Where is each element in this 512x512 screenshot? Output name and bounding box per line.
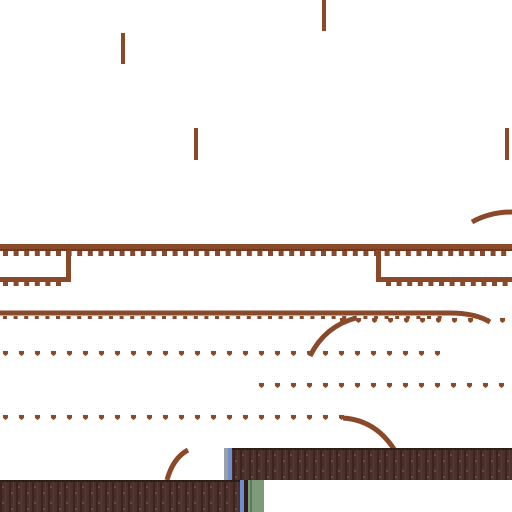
rope-dot: [307, 415, 312, 420]
rope-dot: [419, 351, 424, 356]
rope-tooth: [98, 316, 102, 319]
rope-tooth: [438, 251, 443, 256]
rope-tooth: [321, 251, 326, 256]
rope-tooth: [332, 251, 337, 256]
rope-tooth: [98, 251, 103, 256]
arc-lower-right: [343, 418, 394, 449]
rope-tooth: [204, 251, 209, 256]
rope-tooth: [460, 282, 465, 286]
rope-dot: [3, 351, 8, 356]
rope-tooth: [471, 282, 476, 286]
rope-tooth: [226, 316, 230, 319]
rope-dot: [179, 415, 184, 420]
rope-dot: [195, 351, 200, 356]
rope-dot: [211, 415, 216, 420]
rope-tooth: [67, 316, 71, 319]
rope-dot: [211, 351, 216, 356]
rope-dot: [147, 415, 152, 420]
rope-tooth: [439, 282, 444, 286]
rope-tooth: [480, 251, 485, 256]
rope-dot: [291, 351, 296, 356]
rope-dot: [371, 383, 376, 388]
rope-dot: [227, 415, 232, 420]
rope-tooth: [342, 251, 347, 256]
rope-dot: [371, 351, 376, 356]
rope-dot: [67, 351, 72, 356]
rope-tooth: [501, 251, 506, 256]
rope-dot: [483, 383, 488, 388]
rope-tooth: [268, 251, 273, 256]
rope-tooth: [162, 251, 167, 256]
rope-tooth: [35, 316, 39, 319]
rope-tooth: [268, 316, 272, 319]
rope-dot: [243, 351, 248, 356]
rope-dot: [3, 415, 8, 420]
rope-tooth: [120, 251, 125, 256]
rope-dot: [419, 383, 424, 388]
rope-tooth: [109, 316, 113, 319]
rope-dot: [163, 351, 168, 356]
rope-dot: [275, 383, 280, 388]
rope-dot: [19, 351, 24, 356]
rope-dot: [83, 415, 88, 420]
rope-dot: [420, 318, 425, 323]
rope-tooth: [204, 316, 208, 319]
rope-tooth: [88, 316, 92, 319]
dotted-row-1: [3, 351, 440, 356]
rope-tooth: [395, 316, 399, 319]
rope-dot: [451, 383, 456, 388]
rope-tooth: [194, 251, 199, 256]
rope-tooth: [45, 251, 50, 256]
rope-tooth: [481, 282, 486, 286]
rope-tooth: [310, 251, 315, 256]
rope-tooth: [310, 316, 314, 319]
rope-tooth: [162, 316, 166, 319]
rope-tooth: [416, 251, 421, 256]
rope-tooth: [450, 282, 455, 286]
rope-tooth: [35, 251, 40, 256]
rope-tooth: [3, 251, 8, 256]
rope-tooth: [56, 251, 61, 256]
rope-dot: [67, 415, 72, 420]
rope-tooth: [24, 316, 28, 319]
rope-tooth: [56, 282, 61, 286]
rope-tooth: [385, 251, 390, 256]
rope-tooth: [386, 282, 391, 286]
dotted-row-3: [3, 415, 344, 420]
rope-tooth: [363, 316, 367, 319]
rope-tooth: [448, 251, 453, 256]
rope-dot: [227, 351, 232, 356]
rope-dot: [388, 318, 393, 323]
rope-tooth: [459, 251, 464, 256]
rope-tooth: [14, 282, 19, 286]
rope-tooth: [24, 282, 29, 286]
rope-tooth: [289, 316, 293, 319]
rope-dot: [243, 415, 248, 420]
rope-dot: [436, 318, 441, 323]
rope-dot: [387, 351, 392, 356]
arc-top-right: [472, 212, 512, 222]
rope-tooth: [151, 251, 156, 256]
rope-dot: [372, 318, 377, 323]
rope-dot: [435, 383, 440, 388]
rope-tooth: [321, 316, 325, 319]
rope-dot: [195, 415, 200, 420]
rope-tooth: [226, 251, 231, 256]
rope-tooth: [428, 282, 433, 286]
rope-tooth: [353, 251, 358, 256]
rope-dot: [307, 383, 312, 388]
rope-tooth: [247, 251, 252, 256]
dotted-row-2: [259, 383, 504, 388]
rope-dot: [323, 415, 328, 420]
rope-tooth: [427, 316, 431, 319]
rope-dot: [467, 383, 472, 388]
rope-dot: [131, 351, 136, 356]
rope-dot: [339, 383, 344, 388]
rope-tooth: [14, 251, 19, 256]
rope-tooth: [141, 251, 146, 256]
rope-tooth: [45, 316, 49, 319]
rope-tooth: [300, 316, 304, 319]
rope-dot: [147, 351, 152, 356]
rope-dot: [259, 415, 264, 420]
dirt-block-left: [0, 480, 264, 512]
rope-dot: [339, 351, 344, 356]
rope-tooth: [257, 316, 261, 319]
rope-tooth: [395, 251, 400, 256]
rope-dot: [403, 383, 408, 388]
rope-tooth: [56, 316, 60, 319]
rope-dot: [452, 318, 457, 323]
rope-tooth: [151, 316, 155, 319]
rope-tooth: [215, 251, 220, 256]
rope-tooth: [35, 282, 40, 286]
rope-dot: [499, 383, 504, 388]
rope-dot: [435, 351, 440, 356]
rope-dot: [259, 351, 264, 356]
rope-dot: [99, 415, 104, 420]
rope-dot: [275, 415, 280, 420]
rope-dot: [35, 415, 40, 420]
rope-dot: [35, 351, 40, 356]
rope-dot: [404, 318, 409, 323]
rope-dot: [323, 383, 328, 388]
rope-dot: [99, 351, 104, 356]
rope-tooth: [130, 316, 134, 319]
rope-tooth: [491, 251, 496, 256]
rope-tooth: [24, 251, 29, 256]
rope-tooth: [289, 251, 294, 256]
rope-dot: [131, 415, 136, 420]
rope-tooth: [418, 282, 423, 286]
rope-dot: [115, 415, 120, 420]
rope-tooth: [503, 282, 508, 286]
arc-middle-left: [310, 318, 356, 356]
rope-tooth: [427, 251, 432, 256]
rope-tooth: [406, 251, 411, 256]
rope-tooth: [109, 251, 114, 256]
dirt-block-right: [224, 448, 512, 480]
rope-tooth: [469, 251, 474, 256]
rope-tooth: [407, 282, 412, 286]
rope-tooth: [397, 282, 402, 286]
rope-dot: [356, 318, 361, 323]
rope-tooth: [416, 316, 420, 319]
rope-tooth: [173, 251, 178, 256]
rope-tooth: [492, 282, 497, 286]
rope-dot: [291, 383, 296, 388]
rope-tooth: [45, 282, 50, 286]
rope-dot: [51, 351, 56, 356]
rope-tooth: [215, 316, 219, 319]
rope-dot: [83, 351, 88, 356]
rope-tooth: [247, 316, 251, 319]
rope-dot: [500, 318, 505, 323]
rope-tooth: [14, 316, 18, 319]
rope-tooth: [332, 316, 336, 319]
rope-tooth: [363, 251, 368, 256]
rope-dot: [115, 351, 120, 356]
rope-tooth: [77, 316, 81, 319]
rope-tooth: [130, 251, 135, 256]
rope-tooth: [300, 251, 305, 256]
rope-dot: [259, 383, 264, 388]
rope-dot: [291, 415, 296, 420]
rope-tooth: [194, 316, 198, 319]
rope-dot: [275, 351, 280, 356]
rope-dot: [355, 383, 360, 388]
rope-tooth: [183, 316, 187, 319]
rope-hang-3: [194, 128, 198, 160]
rope-hang-2: [121, 33, 125, 64]
rope-tooth: [236, 316, 240, 319]
rope-tooth: [77, 251, 82, 256]
rope-dot: [387, 383, 392, 388]
rope-tooth: [183, 251, 188, 256]
rope-tooth: [236, 251, 241, 256]
rope-tooth: [3, 316, 7, 319]
rope-tooth: [173, 316, 177, 319]
rope-tooth: [257, 251, 262, 256]
rope-tooth: [141, 316, 145, 319]
rope-dot: [355, 351, 360, 356]
rope-dot: [51, 415, 56, 420]
rope-dot: [163, 415, 168, 420]
rope-tooth: [3, 282, 8, 286]
rope-tooth: [120, 316, 124, 319]
rope-dot: [179, 351, 184, 356]
platform-top: [0, 244, 512, 256]
platform-middle: [0, 313, 505, 323]
rope-hang-4: [505, 128, 509, 160]
rope-hang-1: [322, 0, 326, 31]
rope-dot: [323, 351, 328, 356]
rope-tooth: [279, 251, 284, 256]
arc-lower-left: [167, 450, 188, 480]
rope-dot: [468, 318, 473, 323]
rope-tooth: [88, 251, 93, 256]
rope-dot: [403, 351, 408, 356]
rope-dot: [19, 415, 24, 420]
rope-tooth: [279, 316, 283, 319]
